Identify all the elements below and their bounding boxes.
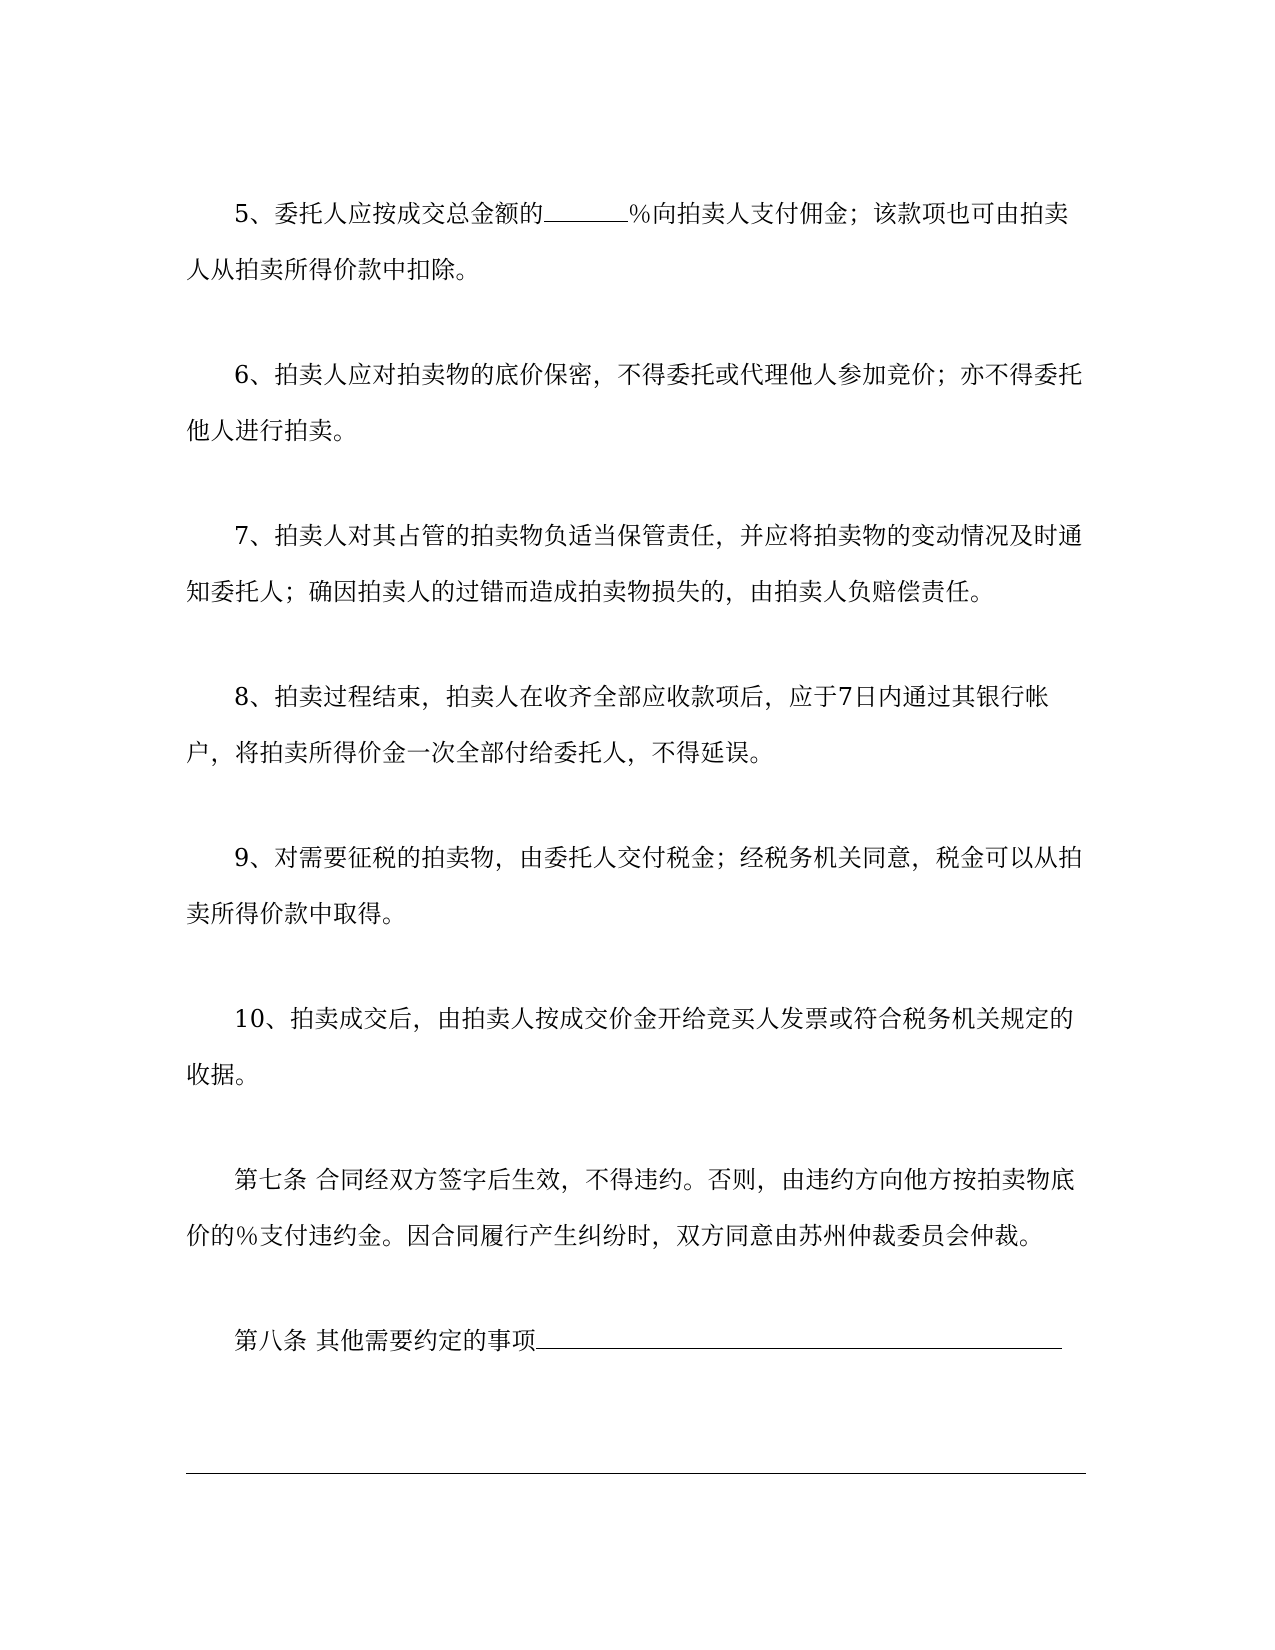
commission-rate-blank <box>544 199 628 222</box>
clause-item-6: 6、拍卖人应对拍卖物的底价保密，不得委托或代理他人参加竞价；亦不得委托他人进行拍卖。 <box>186 361 1083 445</box>
clause-item-9: 9、对需要征税的拍卖物，由委托人交付税金；经税务机关同意，税金可以从拍卖所得价款中取得。 <box>186 844 1083 928</box>
clause-item-5 <box>186 186 1086 298</box>
clause-item-5-text-a: 5、委托人应按成交总金额的 <box>234 200 544 228</box>
clause-item-10: 10、拍卖成交后，由拍卖人按成交价金开给竞买人发票或符合税务机关规定的收据。 <box>186 1005 1075 1089</box>
clause-item-8: 8、拍卖过程结束，拍卖人在收齐全部应收款项后，应于7日内通过其银行帐户，将拍卖所得价金一次全部付给委托人，不得延误。 <box>186 683 1050 767</box>
article-7: 第七条 合同经双方签字后生效，不得违约。否则，由违约方向他方按拍卖物底价的％支付违约金。因合同履行产生纠纷时，双方同意由苏州仲裁委员会仲裁。 <box>186 1166 1076 1250</box>
article-8 <box>186 1313 1086 1369</box>
clause-item-7: 7、拍卖人对其占管的拍卖物负适当保管责任，并应将拍卖物的变动情况及时通知委托人；确因拍卖人的过错而造成拍卖物损失的，由拍卖人负赔偿责任。 <box>186 522 1083 606</box>
article-8-text: 第八条 其他需要约定的事项 <box>234 1327 537 1355</box>
other-matters-blank <box>536 1326 1062 1349</box>
clause-item-5-text-b: ％向拍卖人支付佣金；该款项也可由拍卖人从拍卖所得价款中扣除。 <box>186 200 1069 284</box>
other-matters-blank-line-2 <box>186 1473 1086 1474</box>
